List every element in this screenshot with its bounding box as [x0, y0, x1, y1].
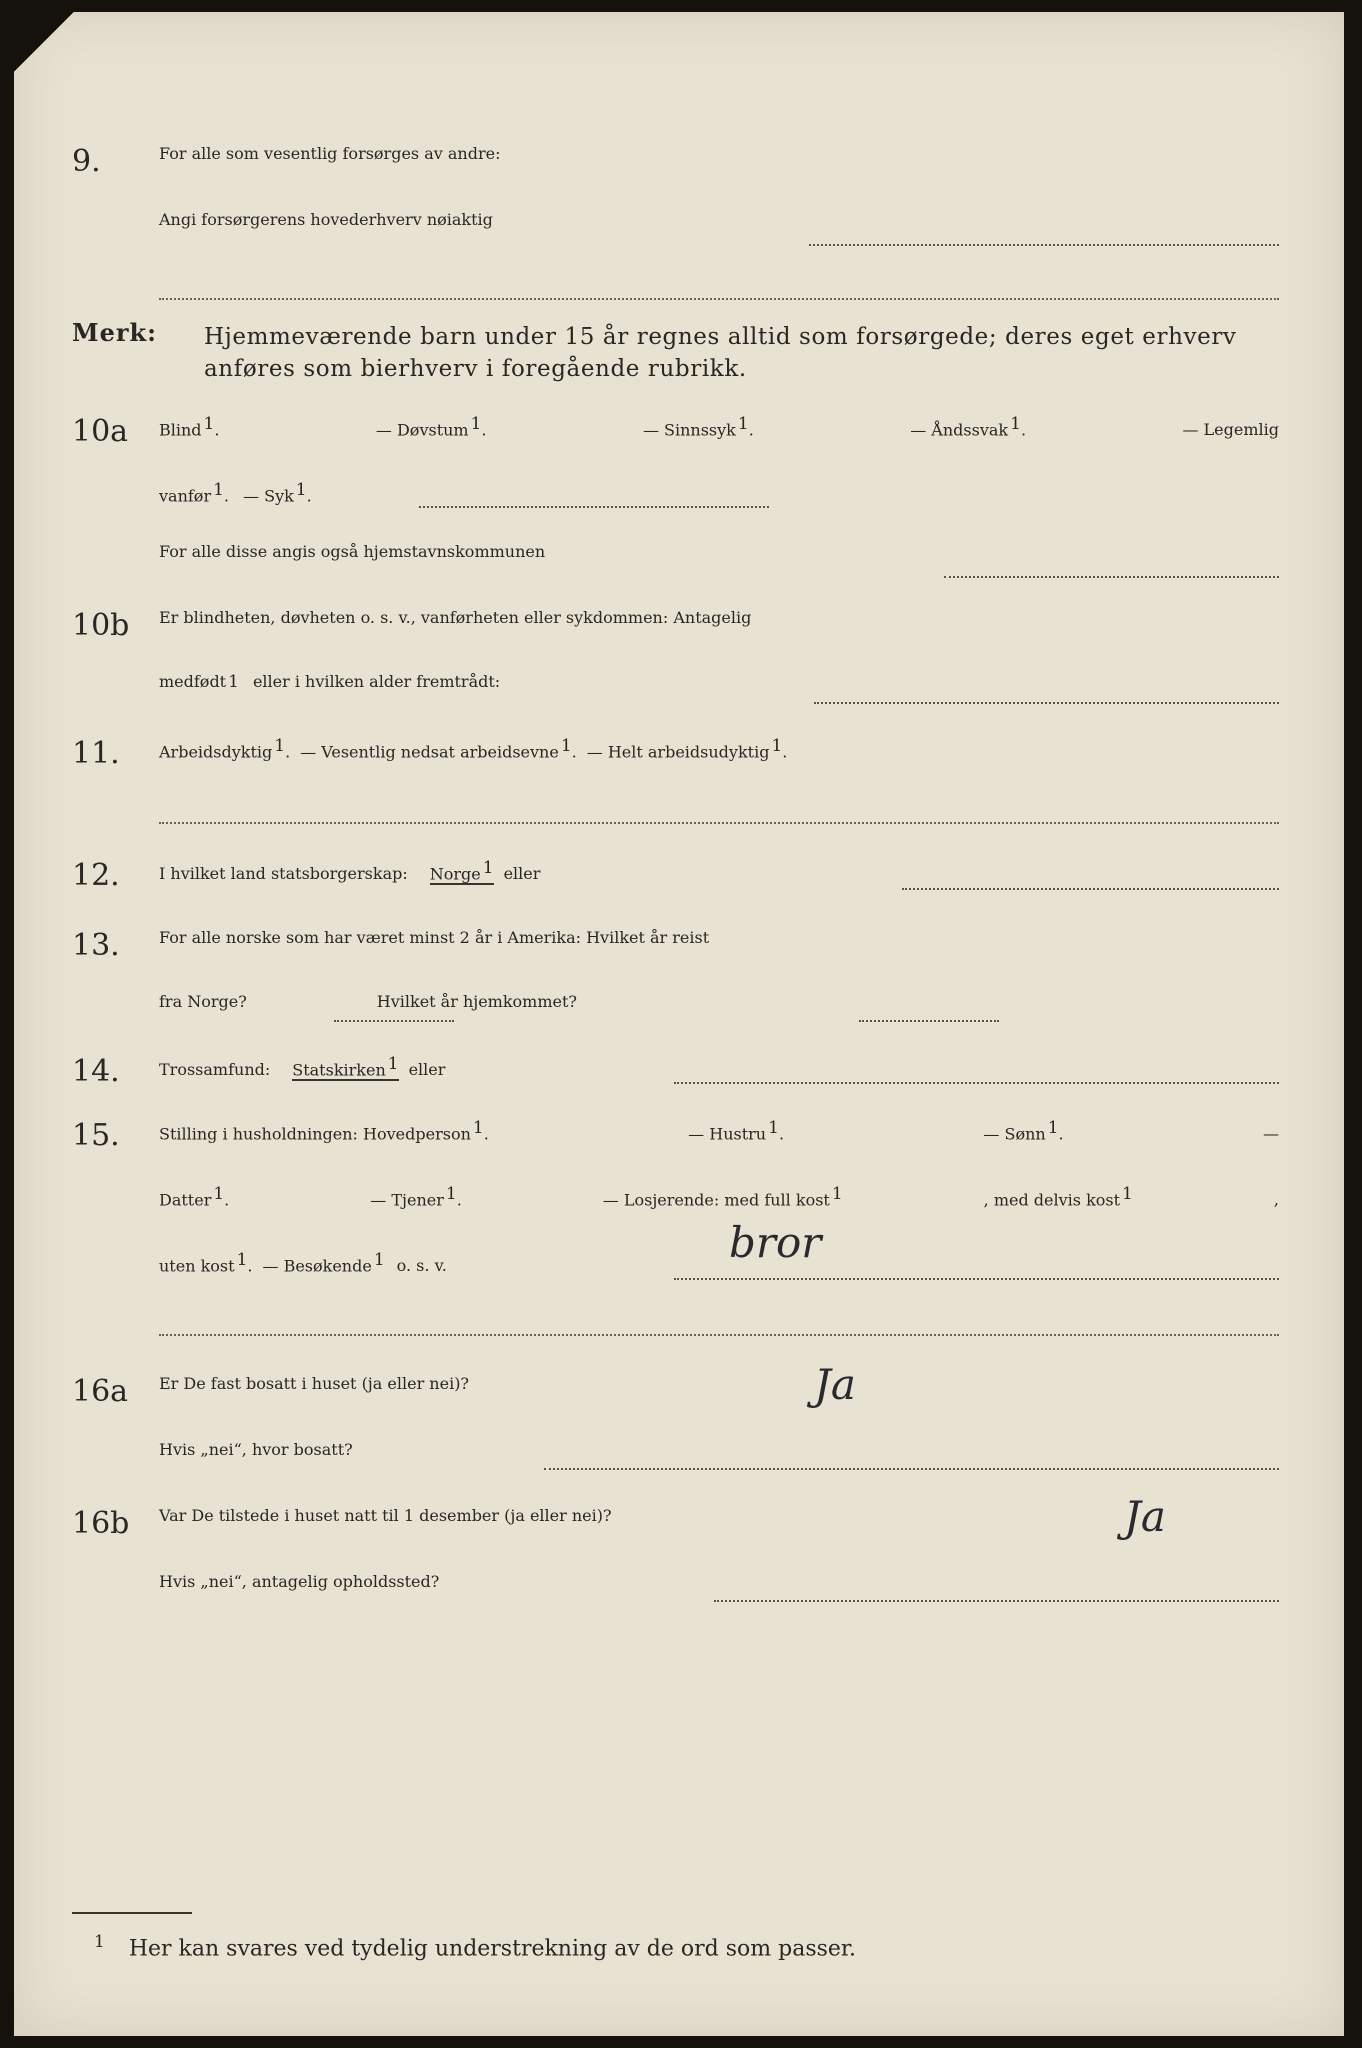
q16b-line2: Hvis „nei“, antagelig opholdssted? [159, 1572, 440, 1591]
q15-line2: Datter 1. — Tjener 1. — Losjerende: med full kost 1 , med delvis kost 1 , [159, 1184, 1279, 1210]
footnote-rule [72, 1912, 192, 1914]
hjemstavnskommune-field[interactable] [944, 576, 1279, 578]
q11-number: 11. [72, 736, 120, 771]
q10b-number: 10b [72, 608, 130, 643]
q15-answer-field[interactable] [674, 1278, 1279, 1280]
option-andssvak: — Åndssvak 1. [910, 414, 1027, 440]
q15-number: 15. [72, 1118, 120, 1153]
q14-line: Trossamfund: Statskirken 1 eller [159, 1054, 446, 1080]
q12-number: 12. [72, 858, 120, 893]
option-legemlig: — Legemlig [1182, 420, 1279, 440]
option-blind: Blind 1. [159, 414, 220, 440]
q16b-opholdssted-field[interactable] [714, 1600, 1279, 1602]
option-syk: — Syk 1. [243, 480, 312, 506]
q16b-handwritten-answer: Ja [1124, 1492, 1166, 1541]
q9-number: 9. [72, 144, 101, 179]
q15-line1: Stilling i husholdningen: Hovedperson 1. — Hustru 1. — Sønn 1. — [159, 1118, 1279, 1144]
q10a-line3: For alle disse angis også hjemstavnskommunen [159, 542, 546, 561]
option-arbeidsdyktig: Arbeidsdyktig 1. [159, 736, 291, 762]
hjemkommet-year-field[interactable] [859, 1020, 999, 1022]
option-nedsat: — Vesentlig nedsat arbeidsevne 1. [300, 736, 577, 762]
q9-line1: For alle som vesentlig forsørges av andre: [159, 144, 501, 163]
option-statskirken: Statskirken 1 [292, 1054, 399, 1080]
q11-extra-line [159, 822, 1279, 824]
q9-line2: Angi forsørgerens hovederhverv nøiaktig [159, 210, 493, 229]
merk-line2: anføres som bierhverv i foregående rubrikk. [204, 356, 747, 382]
q14-number: 14. [72, 1054, 120, 1089]
q15-handwritten-answer: bror [729, 1218, 822, 1267]
q12-line: I hvilket land statsborgerskap: Norge 1 eller [159, 858, 541, 884]
torn-corner [14, 12, 74, 72]
q10b-line1: Er blindheten, døvheten o. s. v., vanførheten eller sykdommen: Antagelig [159, 608, 752, 627]
q9-extra-line [159, 298, 1279, 300]
q10a-number: 10a [72, 414, 129, 449]
q16a-handwritten-answer: Ja [814, 1360, 856, 1409]
q10a-syk-field[interactable] [419, 506, 769, 508]
q16a-number: 16a [72, 1374, 129, 1409]
reist-year-field[interactable] [334, 1020, 454, 1022]
option-norge: Norge 1 [429, 858, 494, 884]
merk-label: Merk: [72, 318, 157, 347]
option-dovstum: — Døvstum 1. [375, 414, 487, 440]
footnote: $^1$ Her kan svares ved tydelig understrekning av de ord som passer. [94, 1932, 857, 1962]
q14-answer-field[interactable] [674, 1082, 1279, 1084]
option-vanfor: vanfør 1. [159, 480, 230, 506]
q16b-line1: Var De tilstede i huset natt til 1 desember (ja eller nei)? [159, 1506, 612, 1525]
q13-line1: For alle norske som har været minst 2 år i Amerika: Hvilket år reist [159, 928, 710, 947]
q15-line3: uten kost 1. — Besøkende 1 o. s. v. [159, 1250, 447, 1276]
option-sinnssyk: — Sinnssyk 1. [642, 414, 754, 440]
q10a-line1 [159, 414, 1279, 439]
q16a-line1: Er De fast bosatt i huset (ja eller nei)? [159, 1374, 470, 1393]
q13-line2: fra Norge? Hvilket år hjemkommet? [159, 992, 577, 1011]
q10b-line2: medfødt 1 eller i hvilken alder fremtrådt: [159, 672, 501, 692]
q10b-answer-field[interactable] [814, 702, 1279, 704]
option-arbeidsudyktig: — Helt arbeidsudyktig 1. [586, 736, 788, 762]
q12-answer-field[interactable] [902, 888, 1279, 890]
q10a-line2 [159, 480, 312, 505]
q16a-line2: Hvis „nei“, hvor bosatt? [159, 1440, 353, 1459]
q16a-bosatt-field[interactable] [544, 1468, 1279, 1470]
merk-line1: Hjemmeværende barn under 15 år regnes alltid som forsørgede; deres eget erhverv [204, 324, 1237, 350]
q9-answer-field[interactable] [809, 244, 1279, 246]
q13-number: 13. [72, 928, 120, 963]
q16b-number: 16b [72, 1506, 130, 1541]
q11-line [159, 736, 787, 761]
q15-extra-line [159, 1334, 1279, 1336]
census-form-page [14, 12, 1344, 2036]
